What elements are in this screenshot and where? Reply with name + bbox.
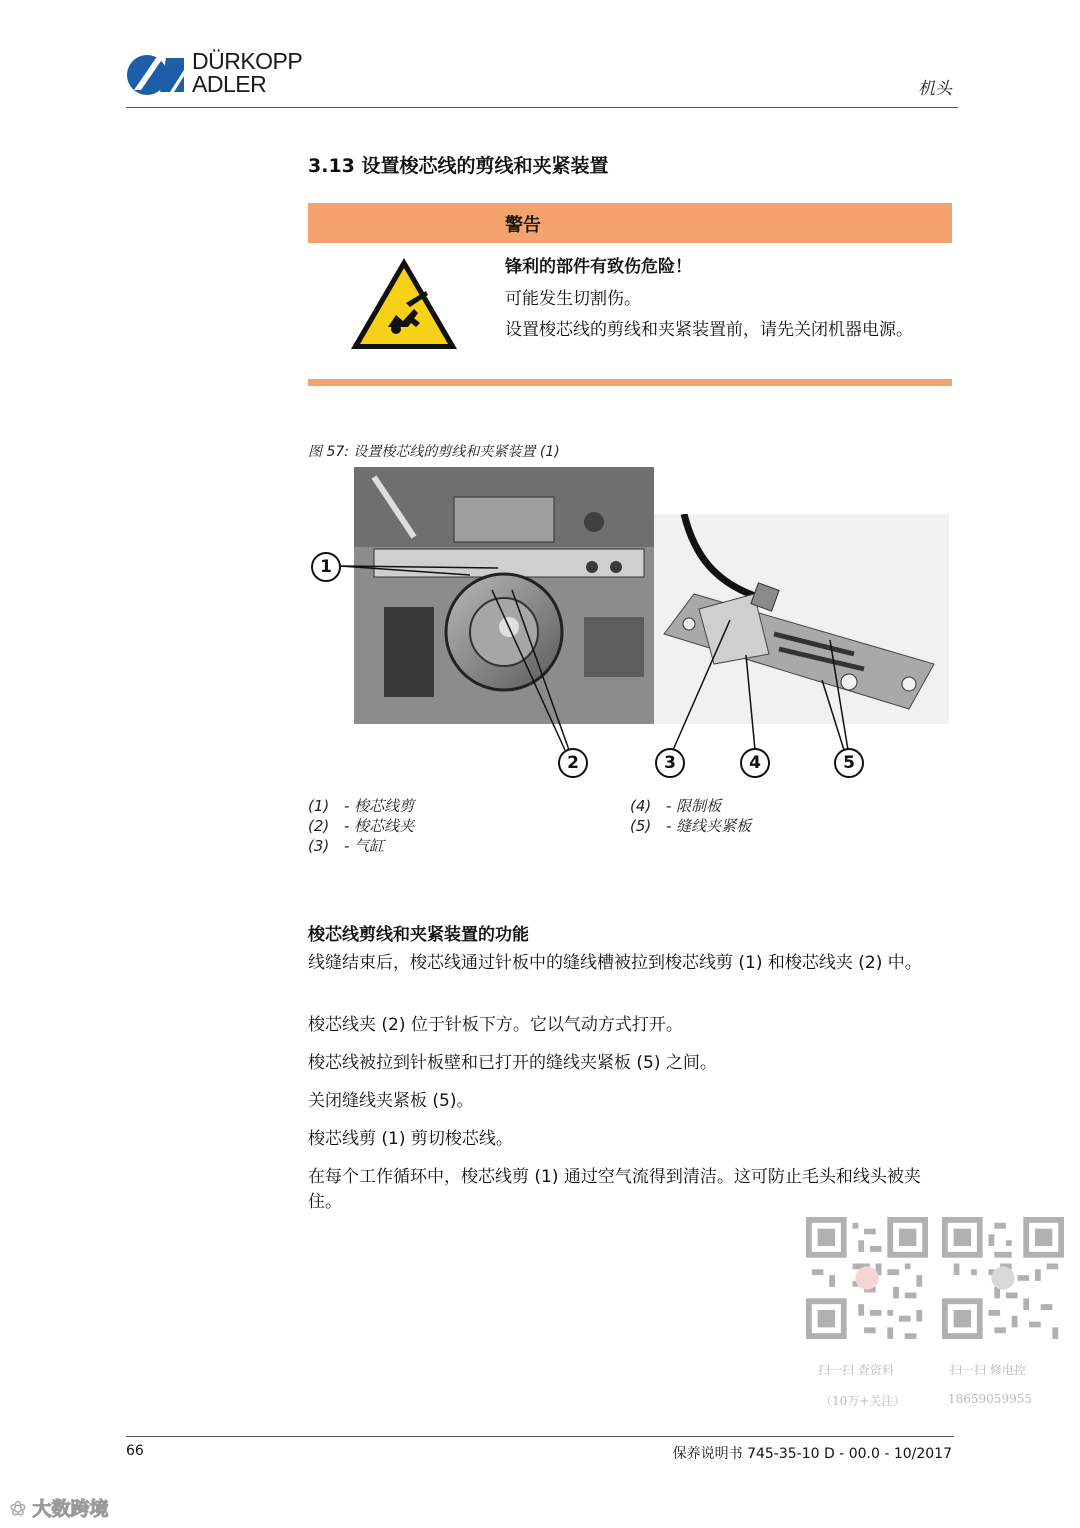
qr-code-left-icon (806, 1217, 928, 1339)
machine-photo-right (654, 514, 949, 724)
legend-number: (2) (308, 817, 330, 835)
document-reference: 保养说明书 745-35-10 D - 00.0 - 10/2017 (672, 1446, 952, 1462)
legend-item-1 (308, 795, 414, 816)
qr-left-caption-2: （10万+关注） (820, 1394, 906, 1408)
callout-5: 5 (834, 748, 864, 778)
paragraph-4: 关闭缝线夹紧板 (5)。 (308, 1091, 474, 1111)
callout-4: 4 (740, 748, 770, 778)
warning-consequence-text: 可能发生切割伤。 (505, 289, 641, 309)
callout-2: 2 (558, 748, 588, 778)
watermark-text: 大数跨境 (32, 1498, 109, 1520)
brand-line-2: ADLER (192, 71, 267, 97)
qr-right-caption-2: 18659059955 (948, 1392, 1032, 1406)
section-heading: 3.13 设置梭芯线的剪线和夹紧装置 (308, 155, 609, 177)
legend-label: - 限制板 (666, 797, 722, 815)
callout-1: 1 (311, 552, 341, 582)
figure-caption: 图 57: 设置梭芯线的剪线和夹紧装置 (1) (308, 444, 560, 460)
header-divider (126, 107, 958, 108)
paragraph-5: 梭芯线剪 (1) 剪切梭芯线。 (308, 1129, 513, 1149)
legend-label: - 缝线夹紧板 (666, 817, 752, 835)
callout-3: 3 (655, 748, 685, 778)
legend-label: - 梭芯线夹 (344, 817, 415, 835)
machine-photo-left (354, 467, 654, 724)
brand-name (192, 50, 302, 96)
legend-number: (5) (630, 817, 652, 835)
legend-number: (3) (308, 837, 330, 855)
function-heading: 梭芯线剪线和夹紧装置的功能 (308, 925, 529, 945)
footer-divider (126, 1436, 954, 1437)
legend-number: (4) (630, 797, 652, 815)
warning-title: 警告 (505, 215, 541, 236)
qr-right-caption-1: 扫一扫 修电控 (950, 1363, 1026, 1377)
paragraph-2: 梭芯线夹 (2) 位于针板下方。它以气动方式打开。 (308, 1015, 683, 1035)
watermark-logo-icon: ✿ (10, 1498, 33, 1520)
qr-left-caption-1: 扫一扫 查资料 (818, 1363, 894, 1377)
warning-instruction-text: 设置梭芯线的剪线和夹紧装置前，请先关闭机器电源。 (505, 320, 913, 340)
section-label: 机头 (918, 79, 952, 99)
legend-item-2 (308, 815, 414, 836)
legend-item-5 (630, 815, 751, 836)
page-number: 66 (126, 1443, 144, 1459)
cut-hazard-warning-icon (348, 255, 460, 353)
paragraph-6: 在每个工作循环中，梭芯线剪 (1) 通过空气流得到清洁。这可防止毛头和线头被夹住。 (308, 1167, 921, 1212)
durkopp-adler-logo-icon (126, 52, 186, 98)
watermark (10, 1494, 109, 1521)
warning-bottom-bar (308, 379, 952, 386)
qr-code-right-icon (942, 1217, 1064, 1339)
legend-label: - 气缸 (344, 837, 385, 855)
legend-item-4 (630, 795, 721, 816)
legend-number: (1) (308, 797, 330, 815)
paragraph-1: 线缝结束后，梭芯线通过针板中的缝线槽被拉到梭芯线剪 (1) 和梭芯线夹 (2) 中。 (308, 953, 922, 973)
brand-line-1: DÜRKOPP (192, 48, 303, 74)
warning-hazard-text: 锋利的部件有致伤危险！ (505, 257, 692, 277)
paragraph-3: 梭芯线被拉到针板壁和已打开的缝线夹紧板 (5) 之间。 (308, 1053, 717, 1073)
warning-title-bar (308, 203, 952, 243)
legend-item-3 (308, 835, 384, 856)
legend-label: - 梭芯线剪 (344, 797, 415, 815)
